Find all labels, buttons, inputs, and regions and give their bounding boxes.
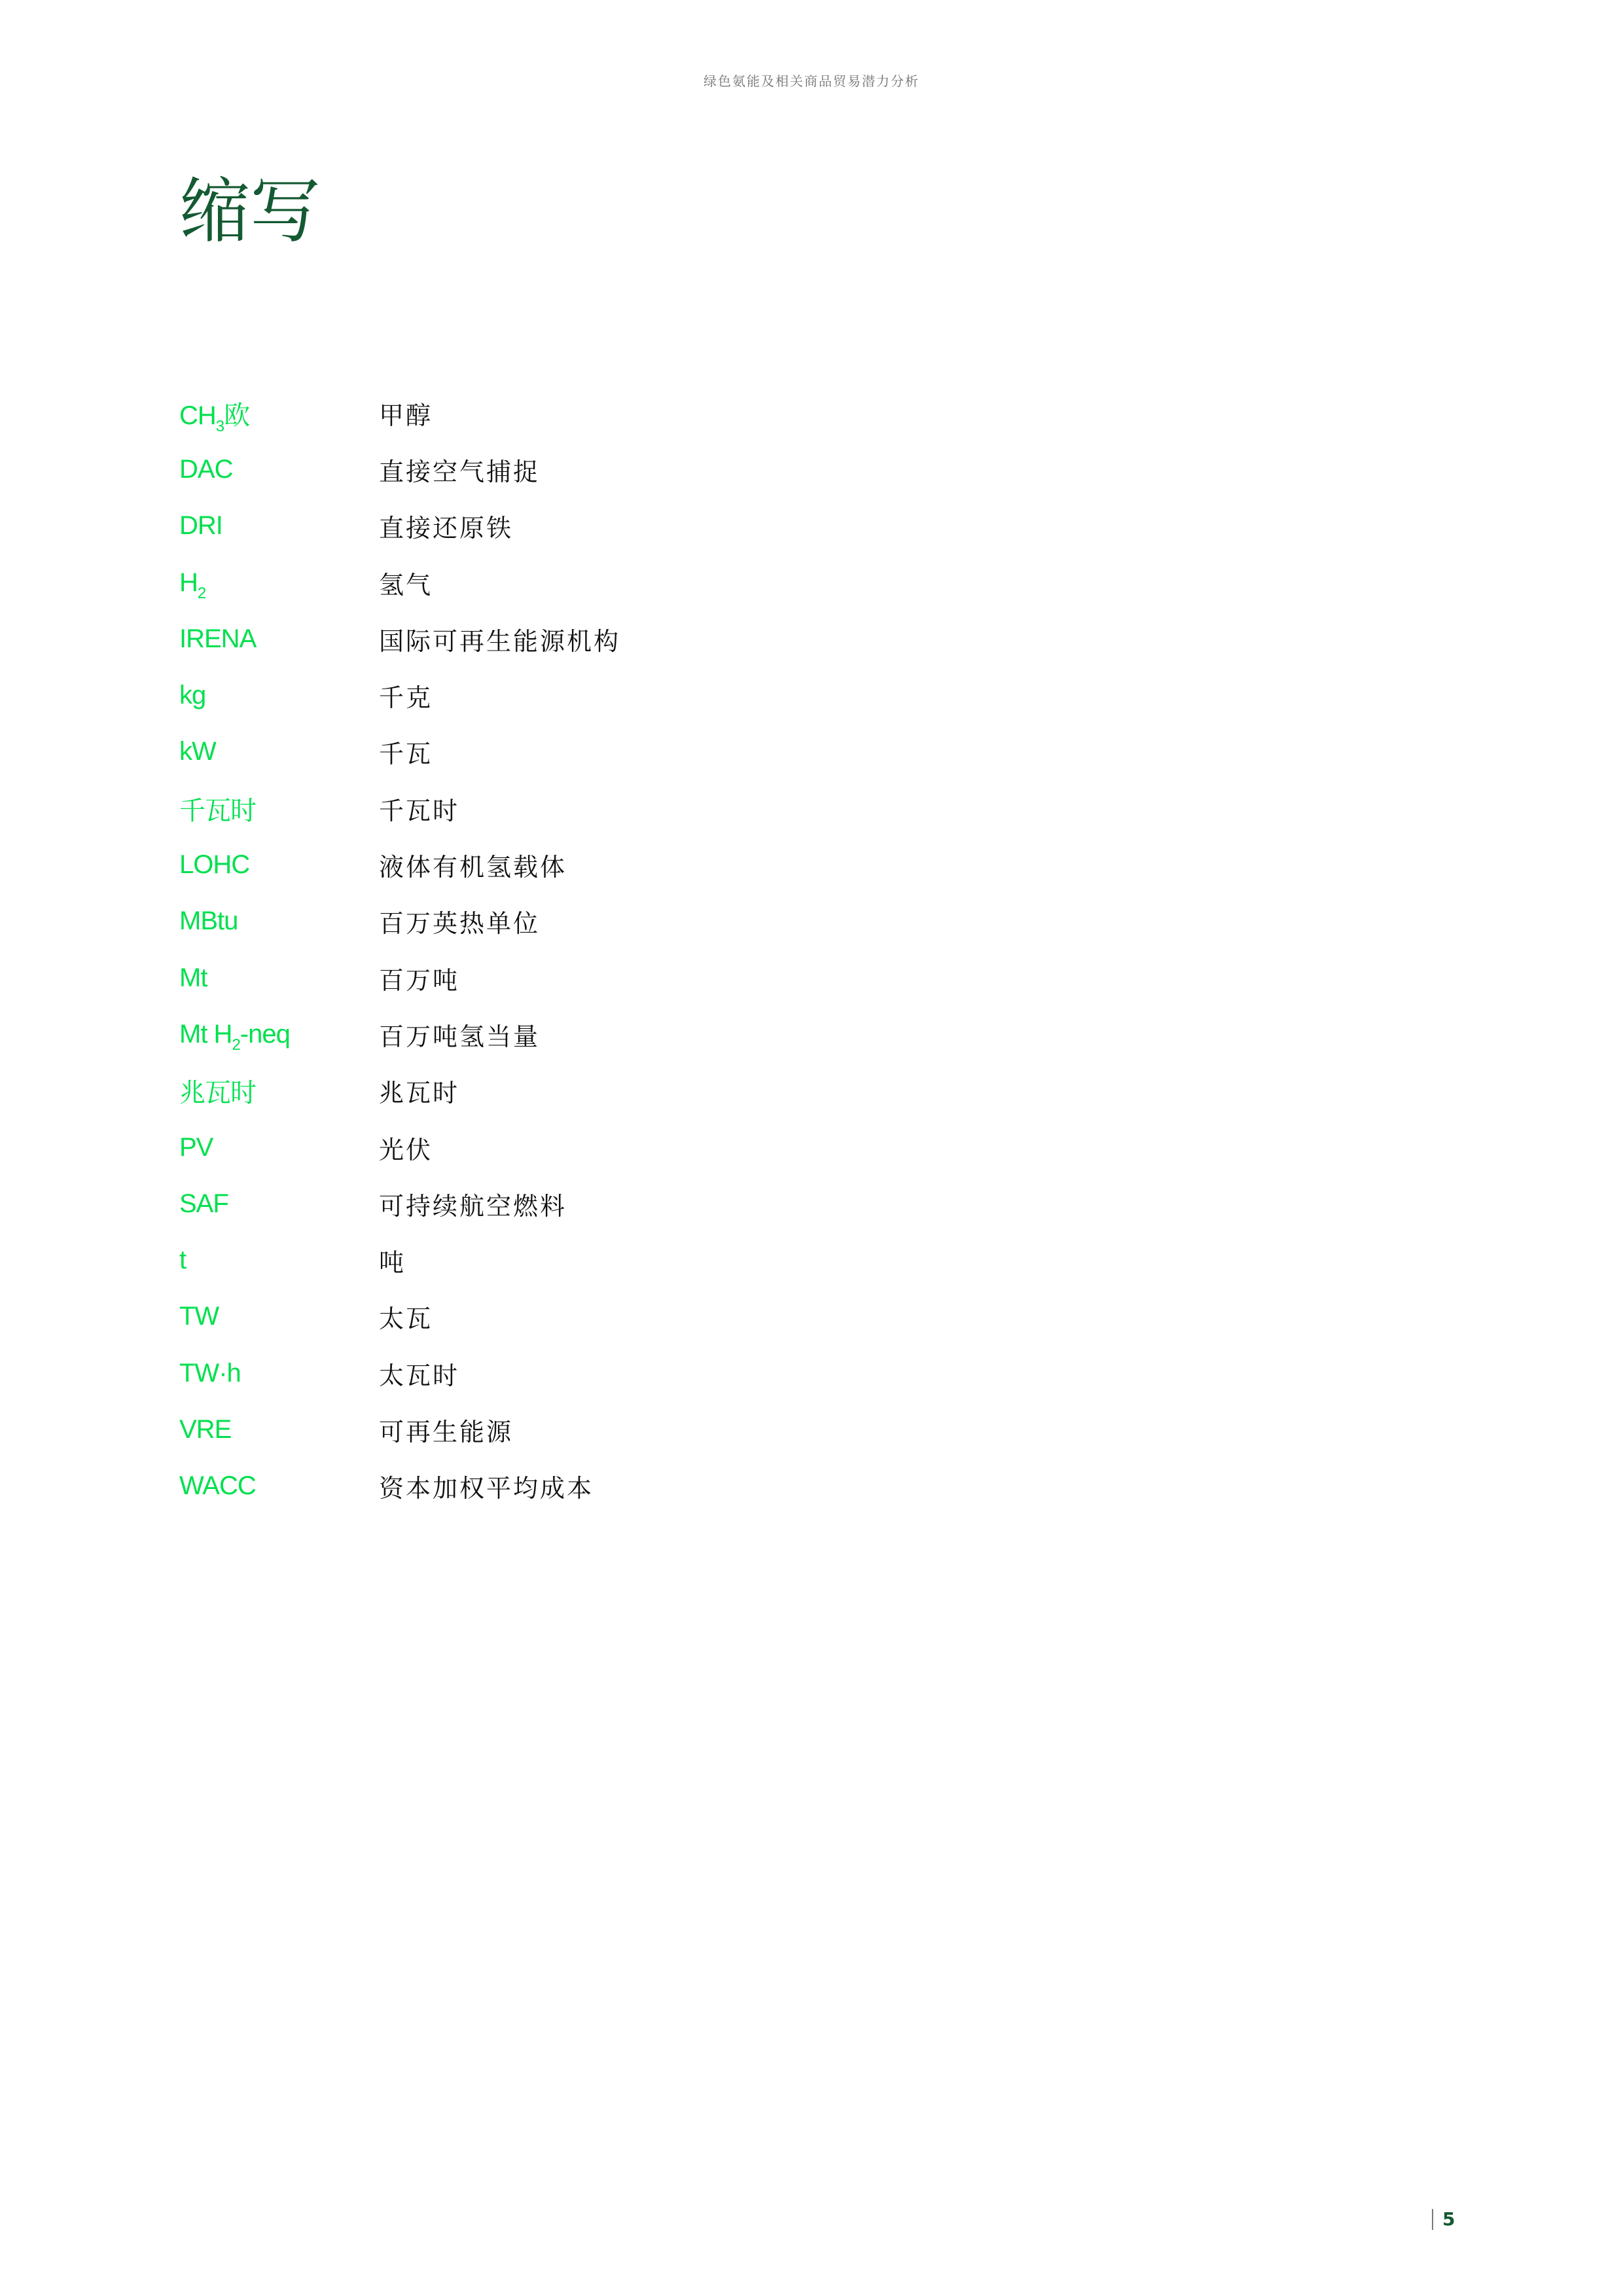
abbreviation-term: LOHC	[179, 850, 250, 880]
page-number	[1432, 2208, 1455, 2230]
abbreviation-definition: 千瓦	[379, 740, 433, 769]
abbreviation-definition: 百万吨	[379, 965, 460, 995]
abbreviation-term: TW·h	[179, 1358, 241, 1388]
abbreviation-row	[179, 441, 1096, 497]
abbreviation-term: VRE	[179, 1414, 232, 1444]
abbreviation-definition: 百万英热单位	[379, 909, 541, 939]
abbreviation-definition: 千克	[379, 683, 433, 713]
abbreviation-list	[179, 385, 1096, 1515]
abbreviation-term: 兆瓦时	[179, 1079, 256, 1108]
abbreviation-definition: 氢气	[379, 570, 433, 600]
abbreviation-term: $CH_3$欧	[179, 401, 250, 435]
abbreviation-term: Mt	[179, 963, 207, 992]
abbreviation-definition: 太瓦	[379, 1304, 433, 1334]
abbreviation-definition: 吨	[379, 1248, 406, 1278]
abbreviation-row	[179, 554, 1096, 611]
abbreviation-term: SAF	[179, 1189, 228, 1218]
abbreviation-term: Mt $H_2$-neq	[179, 1019, 290, 1054]
abbreviation-definition: 千瓦时	[379, 796, 460, 825]
abbreviation-term: MBtu	[179, 906, 238, 936]
abbreviation-term: DAC	[179, 454, 233, 484]
abbreviation-definition: 光伏	[379, 1135, 433, 1164]
abbreviation-row	[179, 1458, 1096, 1515]
abbreviation-definition: 可持续航空燃料	[379, 1191, 567, 1221]
abbreviation-definition: 直接空气捕捉	[379, 457, 541, 486]
abbreviation-definition: 兆瓦时	[379, 1079, 460, 1108]
abbreviation-term: WACC	[179, 1471, 256, 1501]
abbreviation-term: $H_2$	[179, 567, 206, 602]
abbreviation-term: PV	[179, 1132, 213, 1162]
abbreviation-row	[179, 1289, 1096, 1345]
abbreviation-definition: 直接还原铁	[379, 514, 514, 543]
abbreviation-term: DRI	[179, 511, 223, 541]
abbreviation-row	[179, 1175, 1096, 1232]
abbreviation-definition: 国际可再生能源机构	[379, 626, 621, 656]
abbreviation-term: t	[179, 1246, 187, 1275]
abbreviation-row	[179, 1119, 1096, 1175]
abbreviation-row	[179, 780, 1096, 836]
abbreviation-term: IRENA	[179, 624, 257, 653]
abbreviation-row	[179, 498, 1096, 554]
abbreviation-row	[179, 1232, 1096, 1288]
abbreviation-row	[179, 893, 1096, 950]
abbreviation-row	[179, 385, 1096, 441]
abbreviation-definition: 百万吨氢当量	[379, 1022, 541, 1051]
abbreviation-row	[179, 724, 1096, 780]
abbreviation-term: kg	[179, 681, 206, 710]
running-header: 绿色氨能及相关商品贸易潜力分析	[704, 73, 919, 89]
abbreviation-term: 千瓦时	[179, 796, 256, 825]
abbreviation-row	[179, 1063, 1096, 1119]
abbreviation-term: kW	[179, 737, 216, 766]
abbreviation-definition: 液体有机氢载体	[379, 853, 567, 882]
abbreviation-row	[179, 1006, 1096, 1062]
abbreviation-row	[179, 836, 1096, 893]
page-number-text: 5	[1442, 2208, 1455, 2230]
abbreviation-row	[179, 667, 1096, 723]
abbreviation-row	[179, 611, 1096, 667]
abbreviation-row	[179, 950, 1096, 1006]
abbreviation-row	[179, 1401, 1096, 1458]
abbreviation-row	[179, 1345, 1096, 1401]
abbreviation-definition: 甲醇	[379, 401, 433, 430]
abbreviation-definition: 太瓦时	[379, 1361, 460, 1390]
abbreviation-term: TW	[179, 1302, 219, 1331]
abbreviation-definition: 资本加权平均成本	[379, 1474, 594, 1503]
abbreviation-definition: 可再生能源	[379, 1417, 514, 1446]
page-title: 缩写	[179, 171, 321, 253]
page-number-divider	[1432, 2209, 1433, 2230]
